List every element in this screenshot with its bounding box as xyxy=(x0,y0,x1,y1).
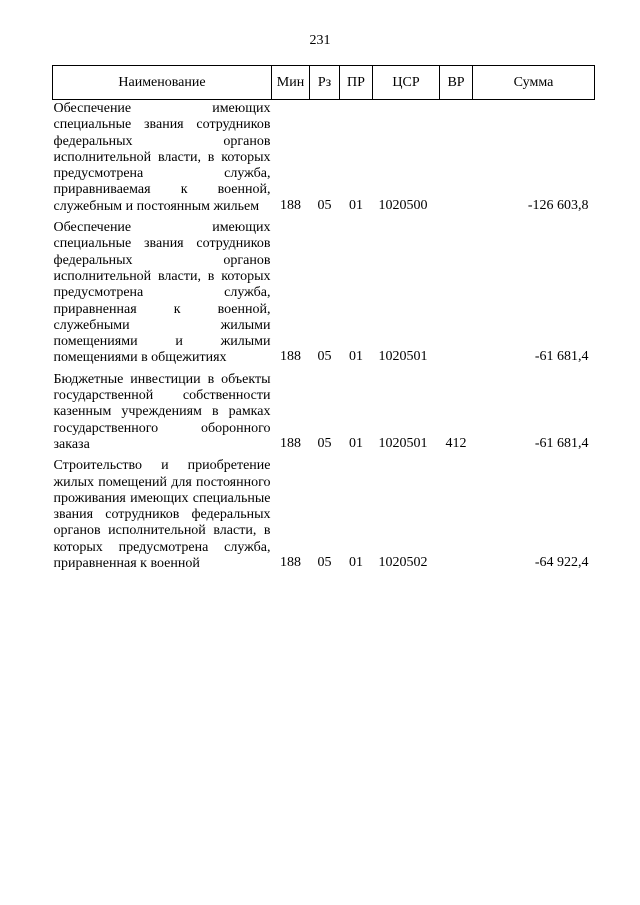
row-csr: 1020501 xyxy=(378,435,428,451)
row-name-cell xyxy=(53,100,272,220)
row-vr xyxy=(440,100,473,220)
table-row xyxy=(53,371,595,457)
row-name-cell xyxy=(53,457,272,576)
row-vr xyxy=(440,457,473,576)
row-sum: -61 681,4 xyxy=(534,435,589,451)
row-name-cell xyxy=(53,219,272,371)
row-pr: 01 xyxy=(349,349,363,365)
row-rz: 05 xyxy=(317,435,332,451)
row-name: Строительство и приобретение жилых помещений для постоянного проживания имеющих специальные звания сотрудников федеральных органов исполнительной власти, в которых предусмотрена служба, приравненная к военной xyxy=(53,458,271,572)
row-csr: 1020501 xyxy=(378,349,428,365)
row-csr: 1020500 xyxy=(378,197,428,213)
row-min: 188 xyxy=(280,555,301,571)
table-row xyxy=(53,100,595,220)
row-pr: 01 xyxy=(349,197,363,213)
row-sum: -61 681,4 xyxy=(534,349,589,365)
header-sum: Сумма xyxy=(473,66,595,100)
header-min: Мин xyxy=(272,66,310,100)
row-name: Обеспечение имеющих специальные звания сотрудников федеральных органов исполнительной власти, в которых предусмотрена служба, приравненная к военной, служебными жилыми помещениями и жилыми помещениями в общежитиях xyxy=(53,220,271,366)
page-number: 231 xyxy=(309,33,331,48)
table-header-row xyxy=(53,66,595,100)
row-pr: 01 xyxy=(349,555,363,571)
budget-table xyxy=(52,65,595,576)
row-name-cell xyxy=(53,371,272,457)
header-name: Наименование xyxy=(53,66,272,100)
row-vr: 412 xyxy=(445,435,467,451)
row-csr: 1020502 xyxy=(378,555,428,571)
row-min: 188 xyxy=(280,349,301,365)
table-row xyxy=(53,219,595,371)
row-min: 188 xyxy=(280,197,301,213)
row-name: Обеспечение имеющих специальные звания сотрудников федеральных органов исполнительной власти, в которых предусмотрена служба, приравниваемая к военной, служебным и постоянным жильем xyxy=(53,101,271,214)
header-vr: ВР xyxy=(440,66,473,100)
header-pr: ПР xyxy=(340,66,373,100)
row-vr xyxy=(440,219,473,371)
row-rz: 05 xyxy=(317,197,332,213)
row-rz: 05 xyxy=(317,555,332,571)
row-rz: 05 xyxy=(317,349,332,365)
row-pr: 01 xyxy=(349,435,363,451)
row-name: Бюджетные инвестиции в объекты государственной собственности казенным учреждениям в рамках государственного оборонного заказа xyxy=(53,371,271,452)
header-rz: Рз xyxy=(310,66,340,100)
row-sum: -126 603,8 xyxy=(527,197,589,213)
row-sum: -64 922,4 xyxy=(534,555,589,571)
header-csr: ЦСР xyxy=(373,66,440,100)
table-row xyxy=(53,457,595,576)
row-min: 188 xyxy=(280,435,301,451)
